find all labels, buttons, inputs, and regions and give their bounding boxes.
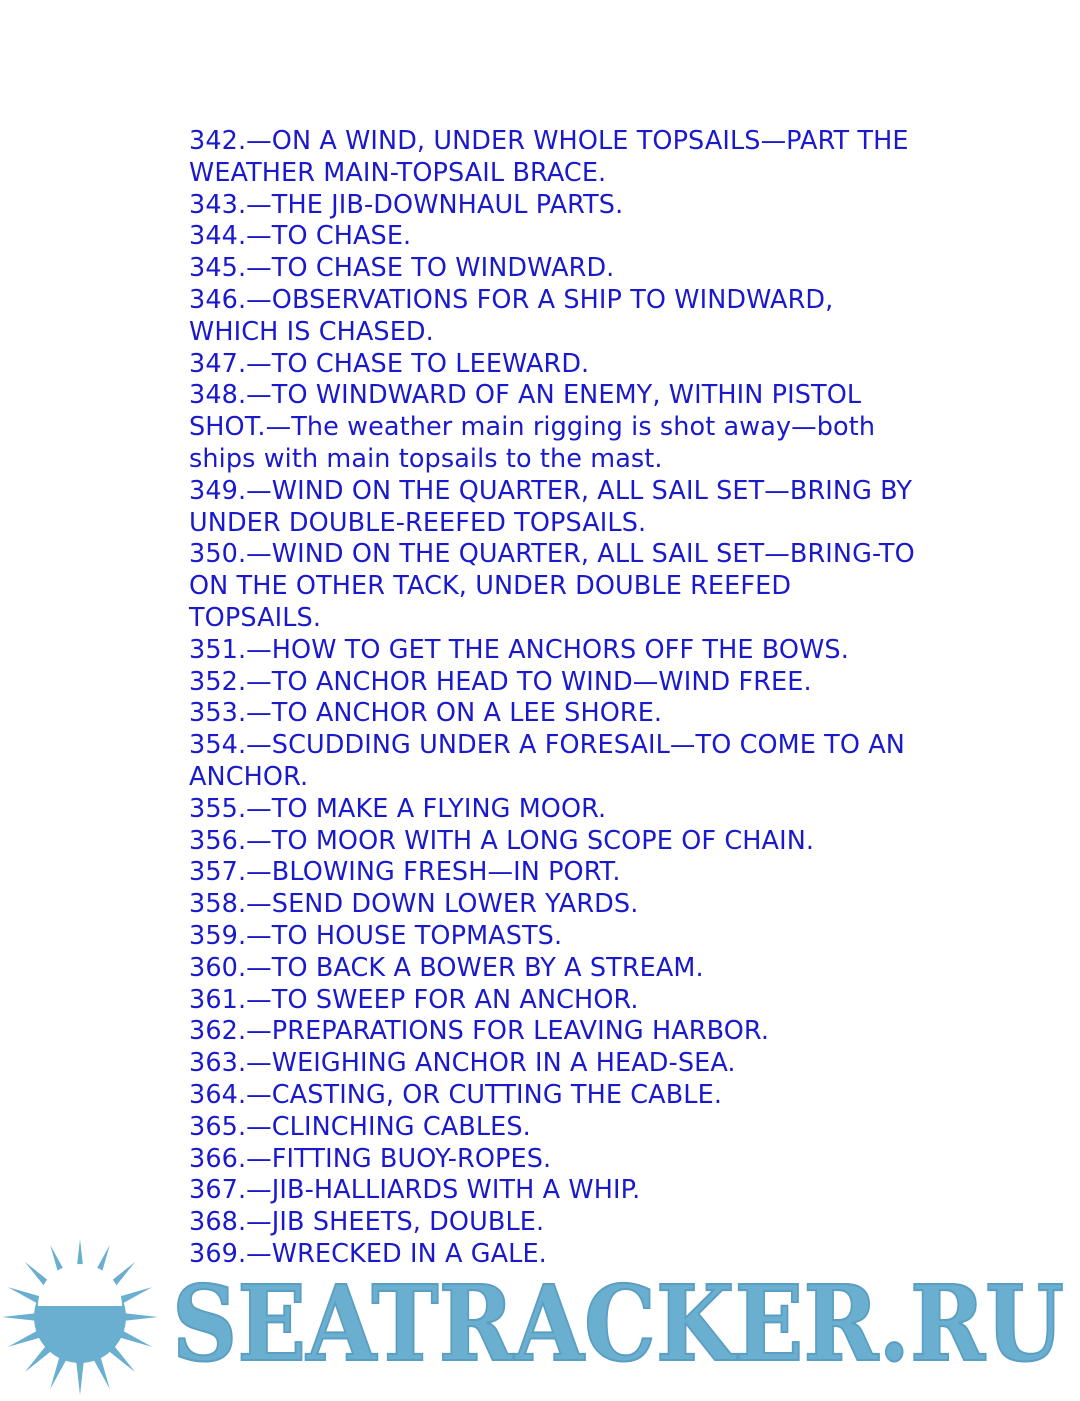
toc-entry-line: WEATHER MAIN-TOPSAIL BRACE. (189, 157, 607, 188)
toc-entry (189, 794, 949, 826)
toc-entry-line: 366.—FITTING BUOY-ROPES. (189, 1143, 552, 1174)
toc-entry-line: 355.—TO MAKE A FLYING MOOR. (189, 793, 607, 824)
toc-entry (189, 539, 949, 634)
toc-entry-line: 354.—SCUDDING UNDER A FORESAIL—TO COME TO AN (189, 730, 905, 761)
toc-entry-line: 351.—HOW TO GET THE ANCHORS OFF THE BOWS. (189, 634, 849, 665)
toc-entry (189, 253, 949, 285)
toc-entry-line: 353.—TO ANCHOR ON A LEE SHORE. (189, 698, 663, 729)
toc-entry (189, 1016, 949, 1048)
toc-entry (189, 349, 949, 381)
toc-entry (189, 285, 949, 349)
toc-entry-line: 369.—WRECKED IN A GALE. (189, 1238, 547, 1269)
toc-entry-line: 345.—TO CHASE TO WINDWARD. (189, 253, 615, 284)
toc-entry-line: 362.—PREPARATIONS FOR LEAVING HARBOR. (189, 1016, 770, 1047)
toc-entry-line: 360.—TO BACK A BOWER BY A STREAM. (189, 952, 704, 983)
toc-entry (189, 221, 949, 253)
toc-entry (189, 921, 949, 953)
toc-entry-line: 358.—SEND DOWN LOWER YARDS. (189, 889, 639, 920)
toc-entry (189, 1207, 949, 1239)
toc-entry (189, 953, 949, 985)
toc-entry (189, 476, 949, 540)
toc-entry (189, 1112, 949, 1144)
toc-entry-line: 350.—WIND ON THE QUARTER, ALL SAIL SET—BRING-TO (189, 539, 915, 570)
toc-entry (189, 826, 949, 858)
toc-entry (189, 698, 949, 730)
toc-entry-line: 357.—BLOWING FRESH—IN PORT. (189, 857, 621, 888)
toc-entry-line: UNDER DOUBLE-REEFED TOPSAILS. (189, 507, 647, 538)
watermark-logo-text (170, 1264, 1070, 1374)
toc-entry (189, 126, 949, 190)
toc-entry-line: 365.—CLINCHING CABLES. (189, 1111, 531, 1142)
toc-entry-line: 349.—WIND ON THE QUARTER, ALL SAIL SET—BRING BY (189, 475, 913, 506)
toc-entry (189, 190, 949, 222)
toc-entry-line: 367.—JIB-HALLIARDS WITH A WHIP. (189, 1175, 641, 1206)
toc-entry (189, 667, 949, 699)
toc-entry-line: 363.—WEIGHING ANCHOR IN A HEAD-SEA. (189, 1048, 736, 1079)
toc-entry-line: 356.—TO MOOR WITH A LONG SCOPE OF CHAIN. (189, 825, 815, 856)
toc-entry (189, 380, 949, 475)
toc-entry (189, 1048, 949, 1080)
toc-entry (189, 857, 949, 889)
toc-entry (189, 889, 949, 921)
toc-entry (189, 1175, 949, 1207)
toc-entry-line: 352.—TO ANCHOR HEAD TO WIND—WIND FREE. (189, 666, 812, 697)
toc-entry (189, 730, 949, 794)
sun-icon (0, 1238, 160, 1397)
toc-entry-line: WHICH IS CHASED. (189, 316, 434, 347)
toc-entry (189, 635, 949, 667)
toc-entry-line: ANCHOR. (189, 761, 309, 792)
toc-entry-line: SHOT.—The weather main rigging is shot away—both (189, 412, 876, 443)
toc-entry-line: 368.—JIB SHEETS, DOUBLE. (189, 1207, 545, 1238)
toc-entry-line: 348.—TO WINDWARD OF AN ENEMY, WITHIN PISTOL (189, 380, 862, 411)
toc-entry-line: 364.—CASTING, OR CUTTING THE CABLE. (189, 1079, 723, 1110)
toc-entry-line: 344.—TO CHASE. (189, 221, 412, 252)
watermark-text: SEATRACKER.RU (172, 1264, 1064, 1374)
toc-entry-line: TOPSAILS. (189, 602, 322, 633)
toc-entry (189, 985, 949, 1017)
toc-entry-line: 361.—TO SWEEP FOR AN ANCHOR. (189, 984, 639, 1015)
toc-entry-line: 343.—THE JIB-DOWNHAUL PARTS. (189, 189, 624, 220)
toc-entry-line: 359.—TO HOUSE TOPMASTS. (189, 920, 563, 951)
toc-entry-line: ON THE OTHER TACK, UNDER DOUBLE REEFED (189, 571, 792, 602)
table-of-contents (189, 126, 949, 1271)
toc-entry-line: 346.—OBSERVATIONS FOR A SHIP TO WINDWARD, (189, 284, 834, 315)
toc-entry-line: 347.—TO CHASE TO LEEWARD. (189, 348, 590, 379)
toc-entry-line: ships with main topsails to the mast. (189, 443, 663, 474)
toc-entry (189, 1144, 949, 1176)
watermark (0, 1238, 1080, 1397)
toc-entry-line: 342.—ON A WIND, UNDER WHOLE TOPSAILS—PART THE (189, 126, 909, 156)
toc-entry (189, 1080, 949, 1112)
